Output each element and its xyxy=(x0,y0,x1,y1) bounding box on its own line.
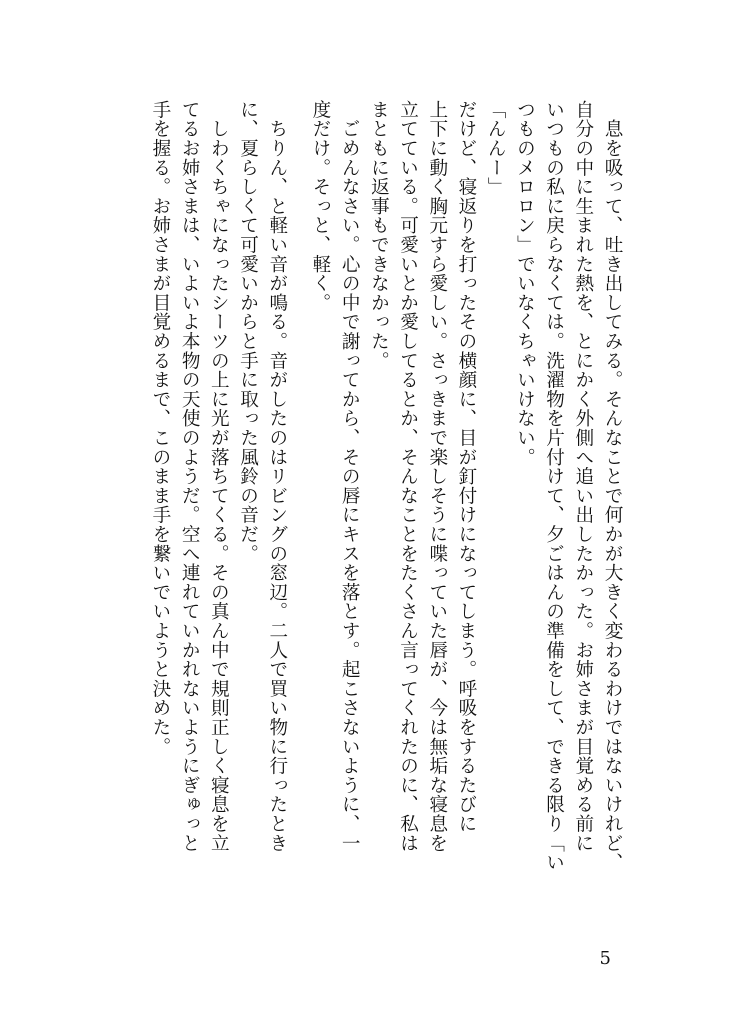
text-line: 自分の中に生まれた熱を、とにかく外側へ追い出したかった。お姉さまが目覚める前に xyxy=(572,100,594,853)
text-line: いつもの私に戻らなくては。洗濯物を片付けて、夕ごはんの準備をして、できる限り「い xyxy=(543,100,565,872)
body-text xyxy=(107,100,627,930)
text-line: つものメロロン」でいなくちゃいけない。 xyxy=(514,100,536,467)
text-line: まともに返事もできなかった。 xyxy=(368,100,390,371)
text-line: てるお姉さまは、いよいよ本物の天使のようだ。空へ連れていかれないようにぎゅっと xyxy=(179,100,201,853)
text-line: だけど、寝返りを打ったその横顔に、目が釘付けになってしまう。呼吸をするたびに xyxy=(455,100,477,834)
section-break xyxy=(292,100,306,930)
text-line: に、夏らしくて可愛いからと手に取った風鈴の音だ。 xyxy=(237,100,259,564)
text-line: 立てている。可愛いとか愛してるとか、そんなことをたくさん言ってくれたのに、私は xyxy=(397,100,419,853)
text-line: 上下に動く胸元すら愛しい。さっきまで楽しそうに喋っていた唇が、今は無垢な寝息を xyxy=(426,100,448,853)
text-line: 度だけ。そっと、軽く。 xyxy=(309,100,331,313)
text-line: ちりん、と軽い音が鳴る。音がしたのはリビングの窓辺。二人で買い物に行ったとき xyxy=(266,100,288,853)
text-line: 手を握る。お姉さまが目覚めるまで、このまま手を繋いでいようと決めた。 xyxy=(149,100,171,757)
text-line: 「んんー」 xyxy=(485,100,507,197)
page-number: 5 xyxy=(599,948,611,969)
text-line: ごめんなさい。心の中で謝ってから、その唇にキスを落とす。起こさないように、一 xyxy=(339,100,361,853)
text-line: 息を吸って、吐き出してみる。そんなことで何かが大きく変わるわけではないけれど、 xyxy=(602,100,623,872)
text-line: しわくちゃになったシーツの上に光が落ちてくる。その真ん中で規則正しく寝息を立 xyxy=(208,100,230,853)
